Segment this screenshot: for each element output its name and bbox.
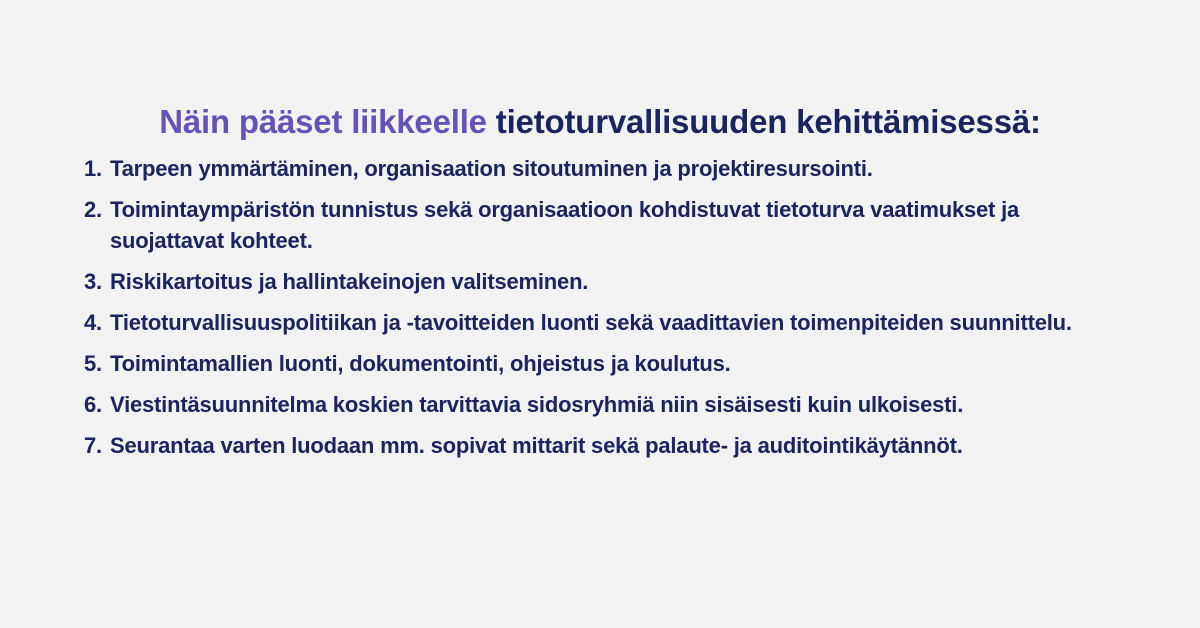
title-main: tietoturvallisuuden kehittämisessä: xyxy=(495,103,1041,141)
page-title xyxy=(0,100,1200,144)
step-text: Viestintäsuunnitelma koskien tarvittavia sidosryhmiä niin sisäisesti kuin ulkoisesti. xyxy=(110,392,964,417)
steps-list xyxy=(84,153,1114,471)
step-text: Toimintamallien luonti, dokumentointi, ohjeistus ja koulutus. xyxy=(110,351,731,376)
step-number: 5. xyxy=(84,351,102,376)
list-item xyxy=(84,153,1114,184)
step-number: 6. xyxy=(84,392,102,417)
step-number: 2. xyxy=(84,197,102,222)
step-number: 3. xyxy=(84,269,102,294)
step-text: Riskikartoitus ja hallintakeinojen valitseminen. xyxy=(110,269,589,294)
title-accent: Näin pääset liikkeelle xyxy=(159,103,487,141)
step-text: Toimintaympäristön tunnistus sekä organisaatioon kohdistuvat tietoturva vaatimukset ja suojattavat kohteet. xyxy=(110,197,1020,253)
step-number: 1. xyxy=(84,156,102,181)
step-text: Tietoturvallisuuspolitiikan ja -tavoitteiden luonti sekä vaadittavien toimenpiteiden suunnittelu. xyxy=(110,310,1072,335)
step-number: 7. xyxy=(84,433,102,458)
step-text: Tarpeen ymmärtäminen, organisaation sitoutuminen ja projektiresursointi. xyxy=(110,156,873,181)
list-item xyxy=(84,194,1114,256)
list-item xyxy=(84,389,1114,420)
list-item xyxy=(84,348,1114,379)
step-text: Seurantaa varten luodaan mm. sopivat mittarit sekä palaute- ja auditointikäytännöt. xyxy=(110,433,963,458)
list-item xyxy=(84,266,1114,297)
list-item xyxy=(84,430,1114,461)
step-number: 4. xyxy=(84,310,102,335)
list-item xyxy=(84,307,1114,338)
